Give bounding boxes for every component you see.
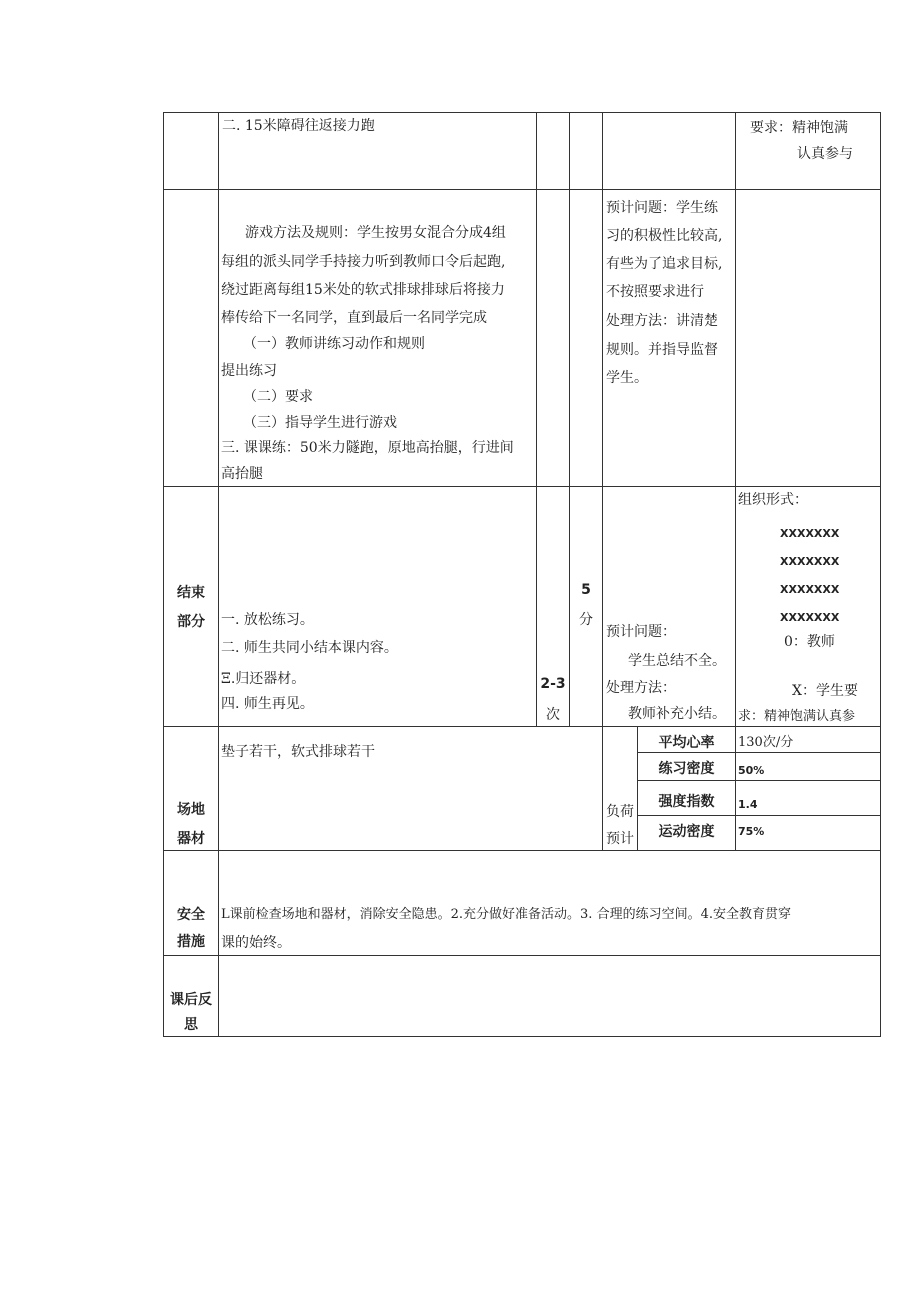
equipment-text: 垫子若干，软式排球若干 [221, 744, 375, 760]
section-label: 场地 [177, 802, 205, 818]
requirement-line: 要求：精神饱满 [750, 120, 848, 136]
rule [569, 112, 570, 726]
count-unit: 次 [546, 707, 560, 723]
ending-item: 二. 师生共同小结本课内容。 [221, 640, 398, 656]
rule [536, 112, 537, 726]
section-label: 部分 [177, 614, 205, 630]
rule-text: 游戏方法及规则：学生按男女混合分成4组 [245, 225, 506, 241]
metric-value: 1.4 [738, 798, 758, 811]
rule-text: 高抬腿 [221, 466, 263, 482]
legend-student: X：学生要 [792, 683, 858, 699]
rule [163, 1036, 881, 1037]
load-label: 预计 [606, 831, 634, 847]
metric-value: 75% [738, 825, 765, 838]
legend-teacher: 0：教师 [784, 634, 835, 650]
time-unit: 分 [579, 612, 593, 628]
problem-text: 预计问题：学生练 [606, 200, 718, 216]
rule-text: （三）指导学生进行游戏 [243, 415, 397, 431]
problem-text: 有些为了追求目标, [606, 256, 723, 272]
rule [735, 112, 736, 850]
section-label: 器材 [177, 831, 205, 847]
time-value: 5 [581, 582, 591, 598]
section-label: 安全 [177, 907, 205, 923]
count-value: 2-3 [540, 676, 566, 692]
activity-title: 二. 15米障碍往返接力跑 [222, 118, 375, 134]
rule [163, 112, 164, 1037]
ending-item: 四. 师生再见。 [221, 696, 314, 712]
problem-text: 预计问题： [606, 624, 676, 640]
problem-text: 教师补充小结。 [628, 706, 726, 722]
rule [602, 112, 603, 850]
problem-text: 习的积极性比较高, [606, 228, 723, 244]
formation-row: XXXXXXX [780, 527, 840, 540]
rule [163, 955, 881, 956]
formation-row: XXXXXXX [780, 611, 840, 624]
rule-text: 三. 课课练：50米力隧跑，原地高抬腿，行进间 [221, 440, 514, 456]
safety-text: L课前检查场地和器材，消除安全隐患。2.充分做好准备活动。3. 合理的练习空间。4.安全教育贯穿 [221, 907, 791, 922]
load-label: 负荷 [606, 804, 634, 820]
problem-text: 规则。并指导监督 [606, 342, 718, 358]
safety-text: 课的始终。 [221, 935, 291, 951]
rule-text: 棒传给下一名同学，直到最后一名同学完成 [221, 310, 487, 326]
section-label: 课后反 [170, 992, 212, 1008]
rule [163, 189, 881, 190]
rule-text: （一）教师讲练习动作和规则 [243, 336, 425, 352]
section-label: 思 [184, 1017, 198, 1033]
problem-text: 处理方法： [606, 680, 676, 696]
ending-item: Ξ.归还器材。 [221, 671, 306, 687]
requirement-line: 认真参与 [797, 146, 853, 162]
rule [880, 112, 881, 1037]
section-label: 结束 [177, 585, 205, 601]
metric-name: 练习密度 [658, 761, 715, 777]
rule [218, 112, 219, 1037]
metric-name: 运动密度 [658, 824, 715, 840]
rule [637, 815, 881, 816]
rule-text: 绕过距离每组15米处的软式排球排球后将接力 [221, 282, 505, 298]
problem-text: 不按照要求进行 [606, 284, 704, 300]
rule-text: 每组的派头同学手持接力听到教师口令后起跑, [221, 254, 506, 270]
section-label: 措施 [177, 934, 205, 950]
requirement-line: 求：精神饱满认真参 [738, 709, 856, 724]
problem-text: 学生。 [606, 370, 648, 386]
problem-text: 学生总结不全。 [628, 653, 726, 669]
formation-row: XXXXXXX [780, 555, 840, 568]
formation-row: XXXXXXX [780, 583, 840, 596]
ending-item: 一. 放松练习。 [221, 612, 314, 628]
rule-text: 提出练习 [221, 363, 277, 379]
metric-value: 50% [738, 764, 765, 777]
rule [163, 112, 881, 113]
metric-value: 130次/分 [738, 735, 794, 750]
metric-name: 平均心率 [658, 735, 715, 751]
rule [163, 850, 881, 851]
rule-text: （二）要求 [243, 389, 313, 405]
metric-name: 强度指数 [658, 794, 715, 810]
org-title: 组织形式： [738, 492, 808, 508]
problem-text: 处理方法：讲清楚 [606, 313, 718, 329]
rule [163, 486, 881, 487]
